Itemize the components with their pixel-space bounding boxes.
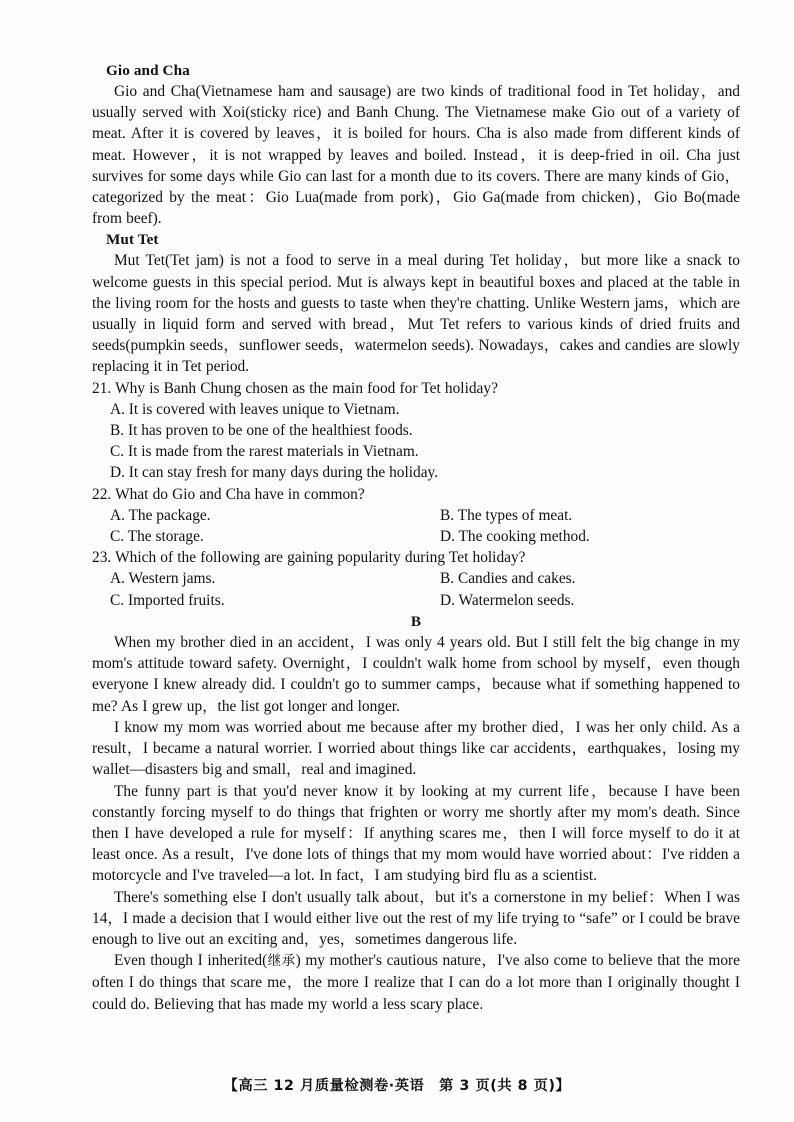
question-23-option-c[interactable]: C. Imported fruits. <box>110 591 225 609</box>
section-heading-gio-and-cha: Gio and Cha <box>106 62 190 79</box>
question-22 <box>92 484 740 548</box>
question-22-number: 22. <box>92 485 112 503</box>
passage-section-b <box>92 611 740 1015</box>
passage-b-paragraph-3: The funny part is that you'd never know it by looking at my current life，because I have been constantly forcing myself to do things that frighten or worry me shortly after my mom's death. Since then I have developed a rule for myself：If anything scares me，then I will force myself to do it at least once. As a result，I've done lots of things that my mom would have worried about：I've ridden a motorcycle and I've traveled—a lot. In fact，I am studying bird flu as a scientist. <box>92 782 740 885</box>
question-23-text: Which of the following are gaining popularity during Tet holiday? <box>115 549 526 567</box>
passage-b-paragraph-2: I know my mom was worried about me because after my brother died，I was her only child. As a result，I became a natural worrier. I worried about things like car accidents，earthquakes，losing my wallet—disasters big and small，real and imagined. <box>92 718 740 779</box>
question-22-option-b[interactable]: B. The types of meat. <box>440 506 573 524</box>
question-22-option-c[interactable]: C. The storage. <box>110 528 204 546</box>
passage-b-paragraph-5: Even though I inherited(继承) my mother's cautious nature，I've also come to believe that the more often I do things that scare me，the more I realize that I can do a lot more than I originally thought I could do. Believing that has made my world a less scary place. <box>92 952 740 1013</box>
passage-section-mut-tet <box>92 229 740 377</box>
passage-b-heading: B <box>410 612 422 630</box>
chinese-gloss-inherit: 继承 <box>267 953 296 970</box>
passage-b-paragraph-1: When my brother died in an accident，I was only 4 years old. But I still felt the big change in my mom's attitude toward safety. Overnight，I couldn't walk home from school by myself，even though everyone I knew already did. I couldn't go to summer camps，because what if something happened to me? As I grew up，the list got longer and longer. <box>92 634 740 715</box>
question-21-text: Why is Banh Chung chosen as the main food for Tet holiday? <box>115 379 498 397</box>
question-22-option-d[interactable]: D. The cooking method. <box>440 528 590 546</box>
question-22-options-row-2 <box>92 526 740 547</box>
question-21-option-c[interactable]: C. It is made from the rarest materials in Vietnam. <box>110 443 419 461</box>
question-23-option-b[interactable]: B. Candies and cakes. <box>440 570 576 588</box>
question-23-option-a[interactable]: A. Western jams. <box>110 570 216 588</box>
question-22-stem <box>92 484 740 505</box>
question-23-options-row-2 <box>92 590 740 611</box>
paragraph-gio-and-cha: Gio and Cha(Vietnamese ham and sausage) are two kinds of traditional food in Tet holiday，and usually served with Xoi(sticky rice) and Banh Chung. The Vietnamese make Gio out of a variety of meat. After it is covered by leaves，it is boiled for hours. Cha is also made from different kinds of meat. However，it is not wrapped by leaves and boiled. Instead，it is deep-fried in oil. Cha just survives for some days while Gio can last for a month due to its covers. There are many kinds of Gio，categorized by the meat：Gio Lua(made from pork)，Gio Ga(made from chicken)，Gio Bo(made from beef). <box>92 83 740 228</box>
question-23-number: 23. <box>92 549 112 567</box>
question-23-options-row-1 <box>92 568 740 589</box>
paragraph-mut-tet: Mut Tet(Tet jam) is not a food to serve in a meal during Tet holiday，but more like a snack to welcome guests in this special period. Mut is always kept in beautiful boxes and placed at the table in the living room for the hosts and guests to taste when they're chatting. Unlike Western jams，which are usually in liquid form and served with bread，Mut Tet refers to various kinds of dried fruits and seeds(pumpkin seeds，sunflower seeds，watermelon seeds). Nowadays，cakes and candies are slowly replacing it in Tet period. <box>92 252 740 376</box>
passage-b-paragraph-4: There's something else I don't usually talk about，but it's a cornerstone in my belief：When I was 14，I made a decision that I would either live out the rest of my life trying to “safe” or I could be brave enough to live out an exciting and，yes，sometimes dangerous life. <box>92 888 740 948</box>
question-23-option-d[interactable]: D. Watermelon seeds. <box>440 591 575 609</box>
page-content <box>92 60 740 1015</box>
question-22-options-row-1 <box>92 505 740 526</box>
page-footer: 【高三 12 月质量检测卷·英语 第 3 页(共 8 页)】 <box>223 1078 571 1094</box>
question-21-option-d[interactable]: D. It can stay fresh for many days during the holiday. <box>110 464 439 482</box>
question-23-stem <box>92 547 740 568</box>
question-23 <box>92 547 740 611</box>
question-21-number: 21. <box>92 379 112 397</box>
question-21-stem <box>92 378 740 399</box>
question-21 <box>92 378 740 484</box>
question-21-option-b[interactable]: B. It has proven to be one of the healthiest foods. <box>110 422 413 440</box>
question-21-option-a[interactable]: A. It is covered with leaves unique to Vietnam. <box>110 400 400 418</box>
section-heading-mut-tet: Mut Tet <box>106 231 159 249</box>
question-22-option-a[interactable]: A. The package. <box>110 506 211 524</box>
passage-section-gio-and-cha <box>92 60 740 229</box>
question-22-text: What do Gio and Cha have in common? <box>115 485 365 503</box>
